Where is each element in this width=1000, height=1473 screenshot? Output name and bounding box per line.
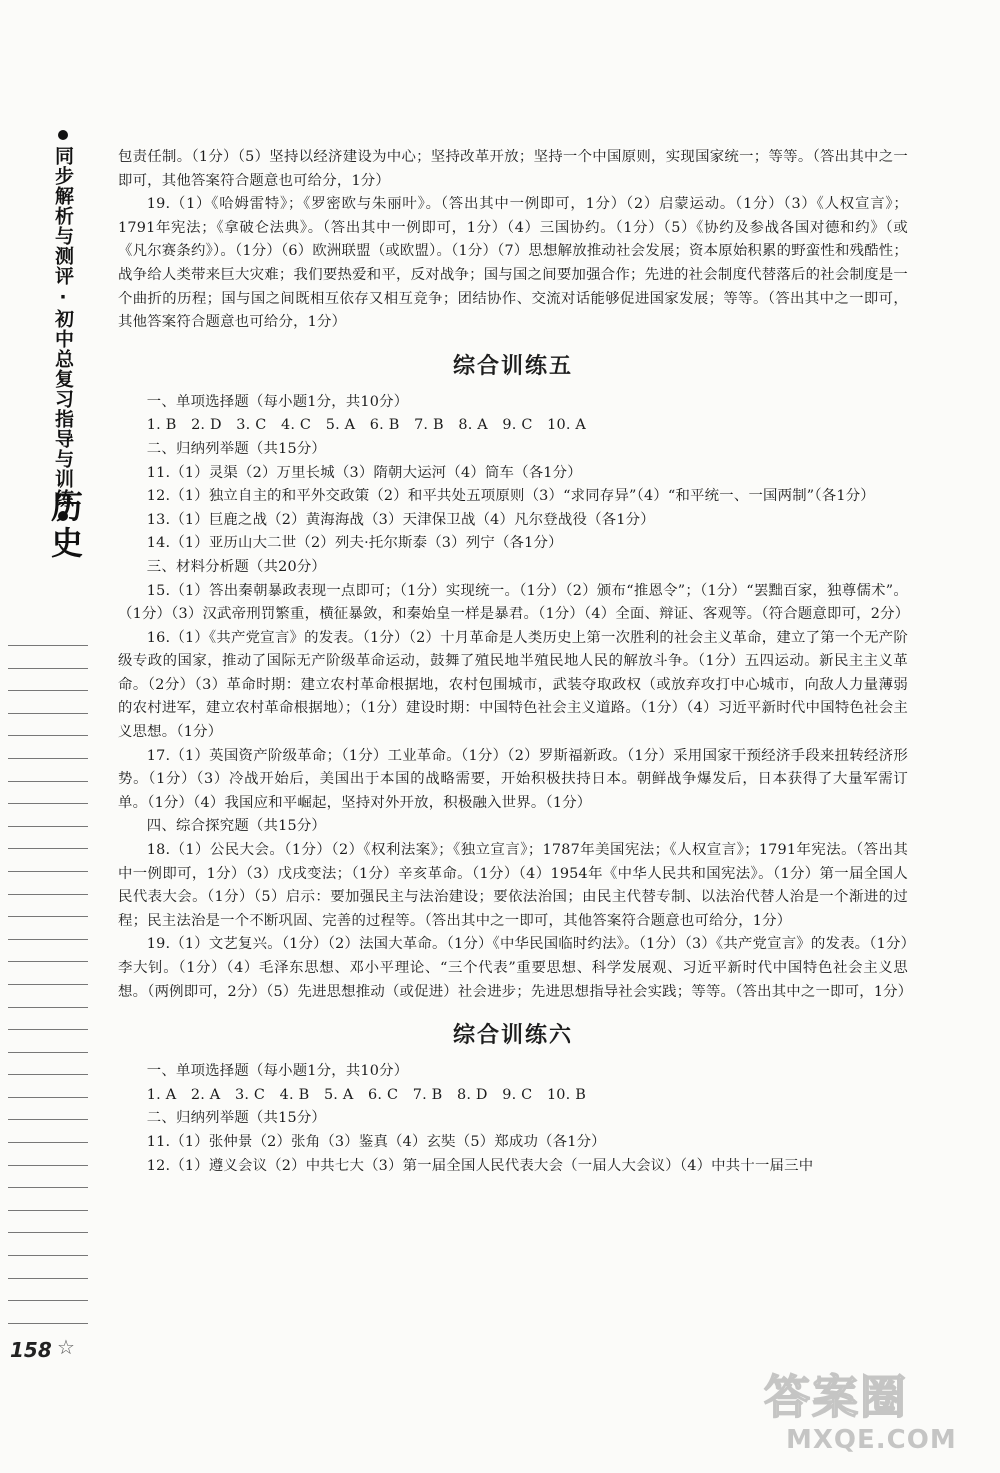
note-rule [8, 1187, 88, 1188]
note-rule [8, 826, 88, 827]
answer-paragraph: 一、单项选择题（每小题1分，共10分） [146, 1063, 409, 1080]
note-rule [8, 1097, 88, 1098]
answer-paragraph: 12.（1）遵义会议（2）中共七大（3）第一届全国人民代表大会（一届人大会议）（4）中共十一届三中 [146, 1157, 814, 1174]
note-rule [8, 984, 88, 985]
answer-paragraph: 14.（1）亚历山大二世（2）列夫·托尔斯泰（3）列宁（各1分） [146, 535, 563, 552]
note-rule [8, 690, 88, 691]
answer-paragraph: 二、归纳列举题（共15分） [146, 440, 327, 457]
note-rule [8, 1052, 88, 1053]
note-rule [8, 871, 88, 872]
note-rule [8, 713, 88, 714]
answer-paragraph: 二、归纳列举题（共15分） [146, 1110, 327, 1127]
note-rule [8, 848, 88, 849]
answer-paragraph: 1. B 2. D 3. C 4. C 5. A 6. B 7. B 8. A 9. C 10. A [146, 417, 586, 434]
note-rule [8, 1074, 88, 1075]
watermark-domain: MXQE.COM [786, 1425, 957, 1455]
note-rule [8, 1278, 88, 1279]
section-heading: 综合训练六 [452, 1022, 573, 1049]
answer-paragraph: 16.（1）《共产党宣言》的发表。（1分）（2）十月革命是人类历史上第一次胜利的社会主义革命，建立了第一个无产阶级专政的国家，推动了国际无产阶级革命运动，鼓舞了殖民地半殖民地人民的解放斗争。（1分）五四运动。新民主主义革命。（2分）（3）革命时期：建立农村革命根据地，农村包围城市，武装夺取政权（或放弃攻打中心城市，向敌人力量薄弱的农村进军，建立农村革命根据地）；（1分）建设时期：中国特色社会主义道路。（1分）（4）习近平新时代中国特色社会主义思想。（1分） [118, 629, 908, 741]
answer-paragraph: 19.（1）《哈姆雷特》；《罗密欧与朱丽叶》。（答出其中一例即可，1分）（2）启蒙运动。（1分）（3）《人权宣言》；1791年宪法；《拿破仑法典》。（答出其中一例即可，1分）（4）三国协约。（1分）（5）《协约及参战各国对德和约》（或《凡尔赛条约》）。（1分）（6）欧洲联盟（或欧盟）。（1分）（7）思想解放推动社会发展；资本原始积累的野蛮性和残酷性；战争给人类带来巨大灾难；我们要热爱和平，反对战争；国与国之间要加强合作；先进的社会制度代替落后的社会制度是一个曲折的历程；国与国之间既相互依存又相互竞争；团结协作、交流对话能够促进国家发展；等等。（答出其中之一即可，其他答案符合题意也可给分，1分） [118, 196, 908, 331]
watermark-logo [746, 1353, 976, 1463]
note-rule [8, 1119, 88, 1120]
watermark-text: 答案圈 [764, 1370, 908, 1424]
answer-paragraph: 11.（1）灵渠（2）万里长城（3）隋朝大运河（4）筒车（各1分） [146, 464, 582, 481]
answer-paragraph: 19.（1）文艺复兴。（1分）（2）法国大革命。（1分）《中华民国临时约法》。（1分）（3）《共产党宣言》的发表。（1分）李大钊。（1分）（4）毛泽东思想、邓小平理论、“三个代表”重要思想、科学发展观、习近平新时代中国特色社会主义思想。（两例即可，2分）（5）先进思想推动（或促进）社会进步；先进思想指导社会实践；等等。（答出其中之一即可，1分） [118, 936, 913, 1000]
note-rule [8, 1300, 88, 1301]
note-rule [8, 1165, 88, 1166]
note-rule [8, 645, 88, 646]
answer-paragraph: 11.（1）张仲景（2）张角（3）鉴真（4）玄奘（5）郑成功（各1分） [146, 1133, 606, 1150]
note-rule [8, 961, 88, 962]
note-rule [8, 1007, 88, 1008]
note-rule [8, 668, 88, 669]
answer-paragraph: 18.（1）公民大会。（1分）（2）《权利法案》；《独立宣言》；1787年美国宪法；《人权宣言》；1791年宪法。（答出其中一例即可，1分）（3）戊戌变法；（1分）辛亥革命。（1分）（4）1954年《中华人民共和国宪法》。（1分）第一届全国人民代表大会。（1分）（5）启示：要加强民主与法治建设；要依法治国；由民主代替专制、以法治代替人治是一个渐进的过程；民主法治是一个不断巩固、完善的过程等。（答出其中之一即可，其他答案符合题意也可给分，1分） [118, 842, 908, 929]
series-title-vertical [52, 128, 74, 527]
answer-paragraph: 一、单项选择题（每小题1分，共10分） [146, 393, 409, 410]
subject-label: 历史 [46, 490, 84, 562]
note-rule [8, 803, 88, 804]
note-rule [8, 781, 88, 782]
note-rule [8, 939, 88, 940]
answer-paragraph: 四、综合探究题（共15分） [146, 818, 327, 835]
star-icon: ☆ [57, 1335, 75, 1359]
note-rule [8, 1232, 88, 1233]
answer-paragraph: 13.（1）巨鹿之战（2）黄海海战（3）天津保卫战（4）凡尔登战役（各1分） [146, 511, 655, 528]
answer-paragraph: 17.（1）英国资产阶级革命；（1分）工业革命。（1分）（2）罗斯福新政。（1分）采用国家干预经济手段来扭转经济形势。（1分）（3）冷战开始后，美国出于本国的战略需要，开始积极扶持日本。朝鲜战争爆发后，日本获得了大量军需订单。（1分）（4）我国应和平崛起，坚持对外开放，积极融入世界。（1分） [118, 747, 908, 811]
note-lines [8, 645, 88, 1345]
note-rule [8, 1142, 88, 1143]
bullet-dot-top [58, 130, 68, 140]
series-title-text: 同步解析与测评·初中总复习指导与训练 [52, 146, 74, 509]
answer-paragraph: 包责任制。（1分）（5）坚持以经济建设为中心；坚持改革开放；坚持一个中国原则，实现国家统一；等等。（答出其中之一即可，其他答案符合题意也可给分，1分） [118, 149, 908, 189]
answer-paragraph: 12.（1）独立自主的和平外交政策（2）和平共处五项原则（3）“求同存异”（4）“和平统一、一国两制”（各1分） [146, 488, 875, 505]
note-rule [8, 1210, 88, 1211]
note-rule [8, 1323, 88, 1324]
page-number: 158 [10, 1338, 52, 1362]
note-rule [8, 1029, 88, 1030]
answer-content [118, 146, 913, 1178]
note-rule [8, 735, 88, 736]
note-rule [8, 916, 88, 917]
answer-paragraph: 15.（1）答出秦朝暴政表现一点即可；（1分）实现统一。（1分）（2）颁布“推恩令”；（1分）“罢黜百家，独尊儒术”。（1分）（3）汉武帝刑罚繁重，横征暴敛，和秦始皇一样是暴君。（1分）（4）全面、辩证、客观等。（符合题意即可，2分） [118, 582, 910, 623]
note-rule [8, 758, 88, 759]
note-rule [8, 894, 88, 895]
answer-paragraph: 三、材料分析题（共20分） [146, 558, 327, 575]
section-heading: 综合训练五 [452, 352, 573, 379]
note-rule [8, 1255, 88, 1256]
answer-paragraph: 1. A 2. A 3. C 4. B 5. A 6. C 7. B 8. D 9. C 10. B [146, 1086, 586, 1103]
